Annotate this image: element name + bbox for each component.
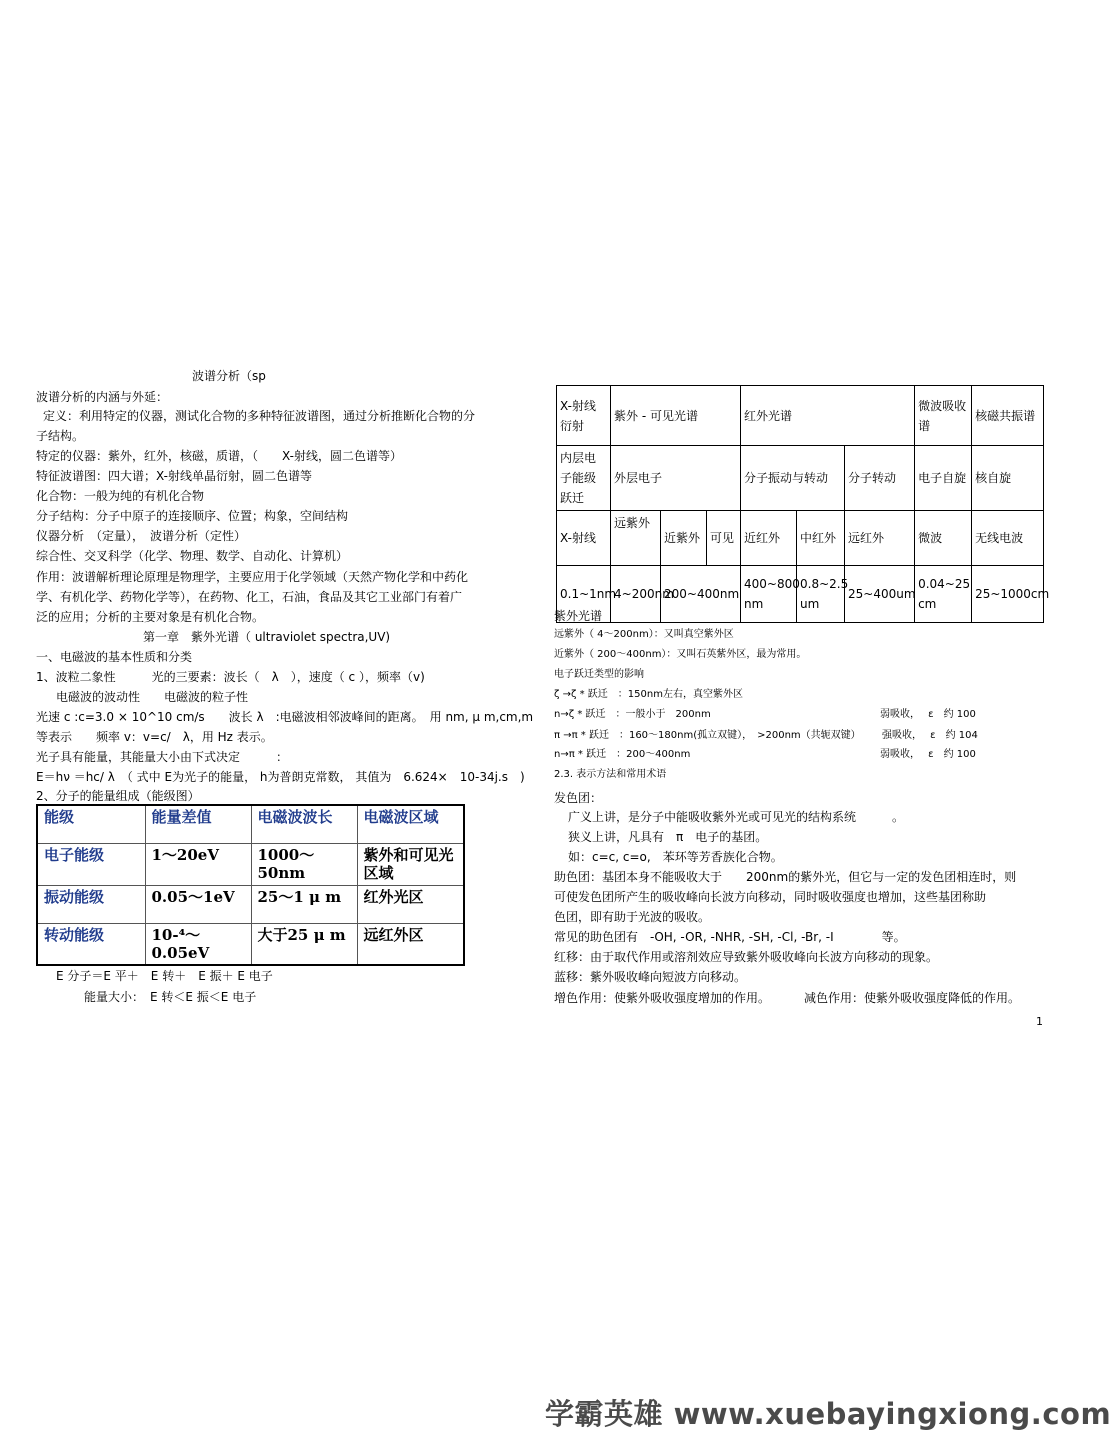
table-cell: 核磁共振谱 [972,386,1044,446]
text-line: 综合性、交叉科学（化学、物理、数学、自动化、计算机） [36,549,349,563]
text-line: 作用：波谱解析理论原理是物理学，主要应用于化学领域（天然产物化学和中药化 [36,570,469,584]
text-line: 等表示 频率 v：v=c/ λ，用 Hz 表示。 [36,730,273,744]
text-line: 子结构。 [36,429,85,443]
text-line: 泛的应用；分析的主要对象是有机化合物。 [36,610,265,624]
text-line: 可使发色团所产生的吸收峰向长波方向移动，同时吸收强度也增加，这些基团称助 [554,890,987,904]
text-line: 弱吸收， ε 约 100 [880,709,976,720]
spectrum-region-table [556,385,1050,623]
table-cell: 400~800 nm [741,566,797,623]
text-line: ζ →ζ * 跃迁 ：150nm左右，真空紫外区 [554,689,743,700]
chapter-heading: 第一章 紫外光谱（ ultraviolet spectra,UV) [143,630,391,644]
table-cell: 0.05～1eV [145,885,251,923]
section-heading: 一、电磁波的基本性质和分类 [36,650,193,664]
table-cell: 25~1000cm [972,566,1044,623]
section-heading: 2.3. 表示方法和常用术语 [554,769,667,780]
text-line: 光速 c :c=3.0 × 10^10 cm/s 波长 λ :电磁波相邻波峰间的距离。 用 nm, μ m,cm,m [36,710,534,724]
table-cell: 0.1~1nm [557,566,611,623]
text-line: 红移：由于取代作用或溶剂效应导致紫外吸收峰向长波方向移动的现象。 [554,950,939,964]
text-line: 蓝移：紫外吸收峰向短波方向移动。 [554,970,747,984]
text-line: 分子结构：分子中原子的连接顺序、位置；构象，空间结构 [36,509,349,523]
table-cell: 远红外 [845,511,915,566]
table-cell: 1000～50nm [251,843,357,885]
table-cell: 紫外 - 可见光谱 [611,386,741,446]
text-line: 学、有机化学、药物化学等），在药物、化工，石油，食品及其它工业部门有着广 [36,590,463,604]
table-cell: 1～20eV [145,843,251,885]
table-cell: 4~200nm [611,566,661,623]
document-title: 波谱分析（sp [192,369,266,383]
table-cell: 外层电子 [611,446,741,511]
table-cell: 远紫外 [611,511,661,566]
text-line: 如：c=c, c=o, 苯环等芳香族化合物。 [568,850,783,864]
table-cell: 25~400um [845,566,915,623]
table-cell: 分子转动 [845,446,915,511]
table-cell: 无线电波 [972,511,1044,566]
formula-line: 能量大小： E 转＜E 振＜E 电子 [84,990,257,1004]
table-cell: 10-⁴～0.05eV [145,923,251,965]
table-cell: X-射线 [557,511,611,566]
table-header: 电磁波波长 [251,805,357,843]
table-cell: 200~400nm [661,566,741,623]
table-cell: 0.8~2.5 um [797,566,845,623]
table-cell: 微波吸收谱 [915,386,972,446]
table-header: 电磁波区域 [357,805,464,843]
table-cell: 可见 [707,511,741,566]
watermark: 学霸英雄 www.xuebayingxiong.com [545,1397,1111,1431]
table-cell: 大于25 μ m [251,923,357,965]
text-line: 化合物：一般为纯的有机化合物 [36,489,205,503]
table-cell: 振动能级 [37,885,145,923]
text-line: 1、波粒二象性 光的三要素：波长（ λ ），速度（ c ），频率（v) [36,670,425,684]
table-cell: 核自旋 [972,446,1044,511]
table-cell: X-射线衍射 [557,386,611,446]
text-line: 助色团：基团本身不能吸收大于 200nm的紫外光，但它与一定的发色团相连时，则 [554,870,1017,884]
table-header: 能级 [37,805,145,843]
table-cell: 分子振动与转动 [741,446,845,511]
table-cell: 远红外区 [357,923,464,965]
text-line: 强吸收， ε 约 104 [882,730,978,741]
table-cell: 0.04~25 cm [915,566,972,623]
table-cell: 电子自旋 [915,446,972,511]
text-line: 弱吸收， ε 约 100 [880,749,976,760]
table-cell: 内层电子能级跃迁 [557,446,611,511]
table-cell: 紫外和可见光区域 [357,843,464,885]
section-heading: 2、分子的能量组成（能级图） [36,789,200,803]
text-line: 远紫外（ 4～200nm）：又叫真空紫外区 [554,629,734,640]
table-cell: 红外光区 [357,885,464,923]
text-line: 近紫外（ 200～400nm）：又叫石英紫外区，最为常用。 [554,649,807,660]
section-heading: 电子跃迁类型的影响 [554,669,644,680]
section-heading: 紫外光谱 [554,609,603,623]
formula-line: E＝hν ＝hc/ λ （ 式中 E为光子的能量， h为普朗克常数， 其值为 6.624× 10-34j.s ) [36,770,525,784]
page-number: 1 [1036,1015,1043,1028]
table-cell: 电子能级 [37,843,145,885]
text-line: 光子具有能量，其能量大小由下式决定 ： [36,750,289,764]
table-cell: 微波 [915,511,972,566]
text-line: 色团，即有助于光波的吸收。 [554,910,711,924]
table-cell: 中红外 [797,511,845,566]
table-cell: 近红外 [741,511,797,566]
text-line: 波谱分析的内涵与外延： [36,390,169,404]
formula-line: E 分子＝E 平＋ E 转＋ E 振＋ E 电子 [56,969,273,983]
text-line: n→ζ * 跃迁 ：一般小于 200nm [554,709,711,720]
text-line: 特定的仪器：紫外，红外，核磁，质谱，（ X-射线，圆二色谱等） [36,449,402,463]
table-cell: 25～1 μ m [251,885,357,923]
text-line: 仪器分析 （定量）， 波谱分析（定性） [36,529,247,543]
table-cell: 近紫外 [661,511,707,566]
text-line: 特征波谱图：四大谱；X-射线单晶衍射，圆二色谱等 [36,469,312,483]
table-cell: 转动能级 [37,923,145,965]
text-line: 广义上讲，是分子中能吸收紫外光或可见光的结构系统 。 [568,810,905,824]
text-line: π →π * 跃迁 ：160～180nm(孤立双键）， >200nm（共轭双键） [554,730,861,741]
table-cell: 红外光谱 [741,386,915,446]
text-line: 发色团： [554,791,603,805]
text-line: n→π * 跃迁 ：200～400nm [554,749,691,760]
energy-level-table [36,804,465,966]
text-line: 电磁波的波动性 电磁波的粒子性 [56,690,249,704]
text-line: 常见的助色团有 -OH, -OR, -NHR, -SH, -Cl, -Br, -I 等。 [554,930,906,944]
text-line: 狭义上讲，凡具有 π 电子的基团。 [568,830,768,844]
text-line: 减色作用：使紫外吸收强度降低的作用。 [804,991,1021,1005]
table-header: 能量差值 [145,805,251,843]
text-line: 定义：利用特定的仪器，测试化合物的多种特征波谱图，通过分析推断化合物的分 [43,409,476,423]
text-line: 增色作用：使紫外吸收强度增加的作用。 [554,991,771,1005]
